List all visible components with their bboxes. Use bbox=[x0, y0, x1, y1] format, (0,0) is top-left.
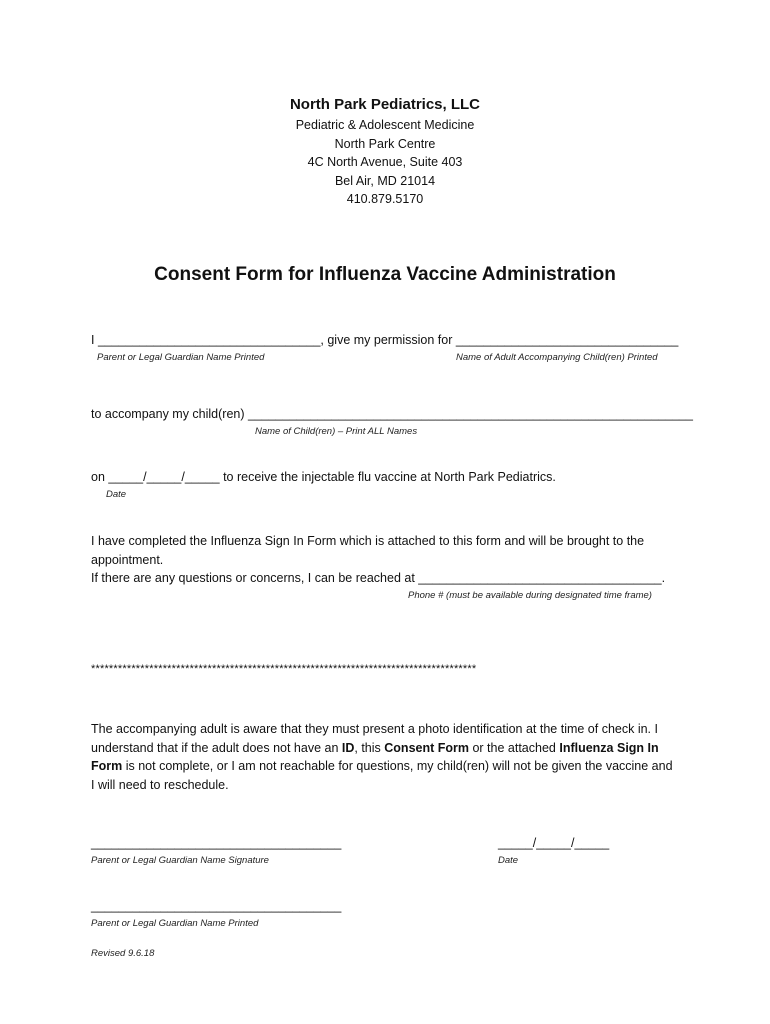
requirements-text-4: is not complete, or I am not reachable for questions, my child(ren) will not be given the vaccine and I will need to reschedule. bbox=[91, 759, 673, 792]
requirements-sign-in-form: Influenza Sign In Form bbox=[91, 740, 659, 773]
requirements-consent-form: Consent Form bbox=[384, 740, 469, 755]
revision-note: Revised 9.6.18 bbox=[91, 948, 155, 959]
phone-caption: Phone # (must be available during designated time frame) bbox=[408, 590, 652, 601]
org-name: North Park Pediatrics, LLC bbox=[289, 96, 481, 113]
letterhead-line-city: Bel Air, MD 21014 bbox=[334, 173, 436, 188]
guardian-name-caption: Parent or Legal Guardian Name Printed bbox=[97, 352, 265, 363]
requirements-id: ID bbox=[341, 740, 355, 755]
form-title: Consent Form for Influenza Vaccine Administration bbox=[154, 264, 616, 285]
sign-in-form-paragraph bbox=[91, 532, 681, 588]
sign-in-form-text: I have completed the Influenza Sign In Form which is attached to this form and will be brought to the appointment. bbox=[91, 534, 645, 567]
signature-date-line: _____/_____/_____ bbox=[498, 836, 610, 850]
separator-stars: ************************************************************************************** bbox=[91, 663, 477, 675]
printed-name-line: ____________________________________ bbox=[91, 899, 342, 913]
accompanying-adult-caption: Name of Adult Accompanying Child(ren) Printed bbox=[456, 352, 658, 363]
signature-date-caption: Date bbox=[498, 855, 519, 866]
letterhead bbox=[0, 94, 770, 209]
requirements-paragraph bbox=[91, 720, 676, 794]
requirements-text-1: The accompanying adult is aware that they must present a photo identification at the time of check in. I understand that if the adult does not have an bbox=[91, 722, 658, 755]
printed-name-caption: Parent or Legal Guardian Name Printed bbox=[91, 918, 259, 929]
requirements-text-2: , this bbox=[354, 740, 385, 755]
permission-line: I ________________________________, give my permission for ________________________________ bbox=[91, 333, 679, 347]
letterhead-line-phone: 410.879.5170 bbox=[346, 192, 424, 206]
signature-caption: Parent or Legal Guardian Name Signature bbox=[91, 855, 269, 866]
date-line: on _____/_____/_____ to receive the injectable flu vaccine at North Park Pediatrics. bbox=[91, 470, 556, 484]
children-name-caption: Name of Child(ren) – Print ALL Names bbox=[255, 426, 418, 437]
requirements-text-3: or the attached bbox=[469, 740, 560, 755]
letterhead-line-building: North Park Centre bbox=[334, 136, 436, 151]
date-caption: Date bbox=[106, 489, 127, 500]
letterhead-line-specialty: Pediatric & Adolescent Medicine bbox=[295, 118, 475, 132]
children-line: to accompany my child(ren) ________________________________________________________________ bbox=[91, 407, 693, 421]
letterhead-line-street: 4C North Avenue, Suite 403 bbox=[307, 155, 463, 169]
contact-line: If there are any questions or concerns, I can be reached at ___________________________________. bbox=[91, 571, 666, 585]
signature-line: ____________________________________ bbox=[91, 836, 342, 850]
